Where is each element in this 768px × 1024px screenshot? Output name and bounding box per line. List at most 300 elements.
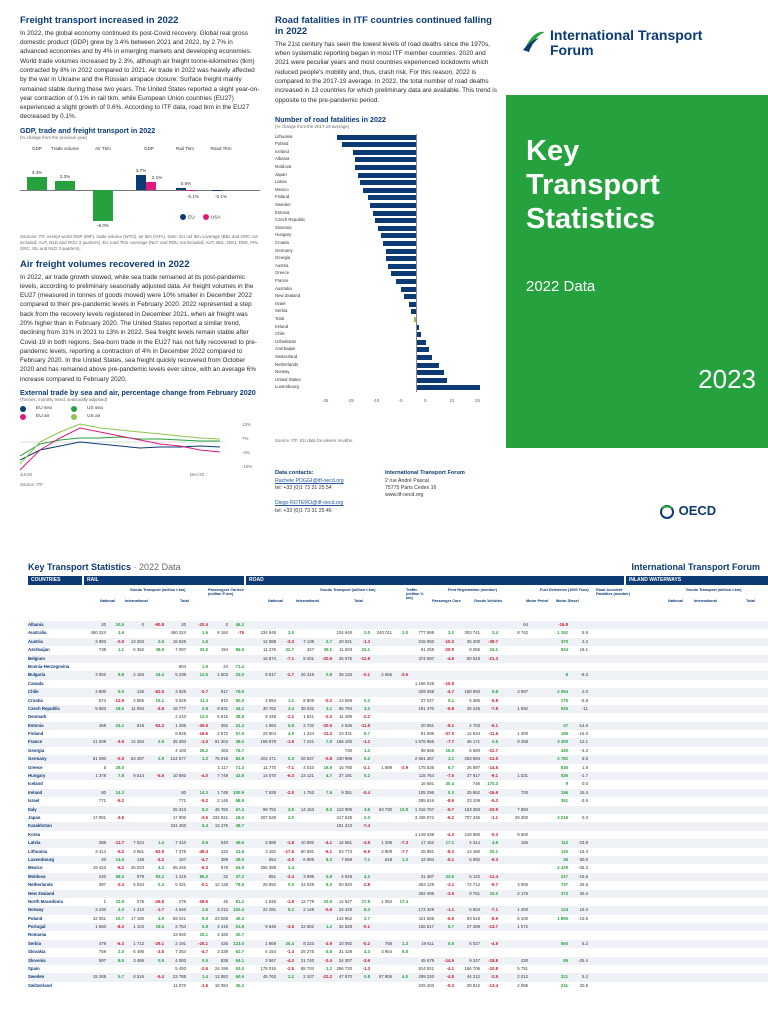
table-cell: 389 [220,856,228,862]
table-cell: 57.5 [235,731,244,737]
table-cell: 12 883 [214,974,228,980]
table-cell: 5 431 [175,882,186,888]
table-cell: 78.5 [235,882,244,888]
table-cell: -0.4 [362,789,370,795]
table-cell: -6.3 [286,773,294,779]
table-cell: -1.6 [200,982,208,988]
country-name: Hungary [28,773,46,779]
table-cell: -9.3 [490,856,498,862]
table-row [28,747,768,755]
table-cell: 68.9 [235,798,244,804]
table-cell: 2 754 [175,924,186,930]
table-cell: 23.1 [361,647,370,653]
table-cell: 9.8 [118,672,124,678]
table-cell: 2 094 [557,689,568,695]
table-cell: 6.7 [448,764,454,770]
ext-y-13: 13% [242,421,251,427]
fatality-bar [416,378,447,383]
table-cell: 5.9 [326,873,332,879]
table-cell: -49.4 [198,848,208,854]
table-cell: 386 [98,840,106,846]
sub-iww-international: International [694,599,717,603]
country-name: Japan [28,814,41,820]
table-cell: 618 [384,856,392,862]
ext-source: Source: ITF [20,481,43,487]
table-cell: 125 [136,689,144,695]
sub-road-total: Total [354,599,363,603]
table-row [28,915,768,923]
table-cell: -10.3 [444,638,454,644]
table-cell: 38.8 [235,714,244,720]
fatality-label: Lithuania [275,133,293,139]
table-cell: 2.2 [288,974,294,980]
table-cell: 16.4 [155,672,164,678]
table-cell: -0.3 [490,831,498,837]
table-cell: 7 628 [265,789,276,795]
table-cell: 124 577 [170,756,186,762]
table-cell: 2 732 [303,722,314,728]
table-cell: -2.0 [286,789,294,795]
table-cell: -7.3 [400,840,408,846]
table-cell: 51.8 [235,924,244,930]
table-cell: 2.7 [326,638,332,644]
table-cell: 0.3 [288,756,294,762]
table-cell: 3 925 [175,689,186,695]
table-cell: 14 153 [300,806,314,812]
table-cell: 4.3 [364,949,370,955]
table-row [28,697,768,705]
table-cell: 2.5 [158,638,164,644]
table-cell: 26.2 [199,747,208,753]
table-row [28,931,768,939]
fatality-bar [363,188,417,193]
table-cell: 35 032 [300,705,314,711]
table-cell: -2.8 [362,882,370,888]
table-cell: -6.1 [324,848,332,854]
table-cell: 12.0 [199,714,208,720]
band-rail: RAIL [84,576,244,585]
table-cell: 166 706 [464,966,480,972]
table-cell: -8.3 [446,848,454,854]
table-cell: 6 905 [303,856,314,862]
gdp-bar-us-rail [186,190,196,191]
table-cell: -23.8 [578,840,588,846]
table-cell: 8.0 [326,806,332,812]
table-cell: -1.0 [200,739,208,745]
country-name: France [28,739,43,745]
table-cell: 80 [101,789,106,795]
table-cell: 0 [141,622,144,627]
table-cell: -2.3 [324,714,332,720]
table-cell: 10.7 [115,915,124,921]
table-row [28,839,768,847]
table-cell: 189 [560,731,568,737]
table-cell: 5 604 [469,907,480,913]
table-cell: -6.2 [116,865,124,871]
table-cell: 217 628 [336,814,352,820]
table-cell: 4 703 [469,722,480,728]
table-cell: 3 897 [517,689,528,695]
country-name: Belgium [28,655,45,661]
ext-trade-chart [20,420,260,478]
table-cell: -5.2 [116,848,124,854]
table-cell: -0.2 [362,940,370,946]
table-cell: 30 762 [262,705,276,711]
gdp-bar-air [93,190,113,221]
fatality-zero-line [416,134,417,392]
table-cell: 24 307 [338,957,352,963]
table-cell: -0.1 [362,924,370,930]
table-cell: 1 984 [265,722,276,728]
table-cell: -18.4 [578,848,588,854]
ext-trade-title: External trade by sea and air, percentage change from February 2020 [20,387,256,397]
sub-passenger-cars: Passenger Cars [432,599,461,603]
table-row [28,789,768,797]
table-cell: 2 855 [133,697,144,703]
table-cell: 8.9 [202,915,208,921]
table-cell: 30.4 [445,781,454,787]
table-cell: 194 [220,647,228,653]
gdp-val-trade: 2.3% [59,174,71,180]
fatality-label: Greece [275,270,290,276]
legend-eu-air: EU air [20,414,65,420]
table-cell: 81.2 [235,898,244,904]
table-cell: 13.8 [399,806,408,812]
table-cell: -3.4 [116,882,124,888]
ext-x-start: Jul-20 [20,471,32,477]
table-cell: 12.1 [579,739,588,745]
table-cell: -29.1 [154,940,164,946]
table-cell: 4.9 [288,731,294,737]
table-cell: 38.7 [235,823,244,829]
table-cell: -39.5 [198,722,208,728]
table-cell: -10.9 [488,806,498,812]
table-cell: -0.5 [116,756,124,762]
table-cell: 2 085 [517,982,528,988]
table-cell: -5.2 [116,798,124,804]
band-countries: COUNTRIES [28,576,82,585]
table-cell: -3.6 [286,924,294,930]
fatality-bar [396,279,416,284]
gdp-val-world-gdp: 3.4% [31,170,43,176]
table-cell: 5.2 [582,974,588,980]
table-cell: 26.6 [579,882,588,888]
table-cell: 20 [101,856,106,862]
table-cell: -6.3 [116,940,124,946]
left-column [20,0,260,487]
table-cell: -14.5 [488,764,498,770]
table-cell: 8 184 [217,630,228,636]
table-cell: 234 648 [260,630,276,636]
table-cell: 23 331 [338,731,352,737]
contact-email-1[interactable]: Rachele POGGI@itf-oecd.org [275,477,344,484]
table-row [28,906,768,914]
table-cell: -8.3 [116,924,124,930]
itf-logo-icon [521,28,547,54]
contact-email-2[interactable]: Diego ROTERO@itf-oecd.org [275,500,344,507]
country-name: Australia [28,630,47,636]
table-cell: -26.3 [578,865,588,871]
table-cell: -90.8 [154,622,164,627]
table-cell: -8.9 [490,915,498,921]
country-name: Spain [28,966,40,972]
table-cell: 1 [103,898,106,904]
table-cell: 2 656 [381,672,392,678]
table-cell: 635 [560,764,568,770]
table-cell: 1 206 [381,840,392,846]
table-cell: 13 150 [466,848,480,854]
table-row [28,705,768,713]
table-cell: 62.7 [235,949,244,955]
table-row [28,873,768,881]
table-cell: 382 [220,722,228,728]
table-cell: -3.2 [446,882,454,888]
key-statistics-table [0,558,768,1024]
table-cell: 265 616 [418,798,434,804]
table-cell: -9.7 [490,882,498,888]
table-cell: 31.6 [235,848,244,854]
table-cell: 29 300 [514,814,528,820]
table-cell: 5 751 [517,966,528,972]
table-cell: 0.2 [364,697,370,703]
table-cell: -4.2 [580,747,588,753]
table-cell: 327 [306,647,314,653]
table-cell: 100.9 [233,789,244,795]
table-cell: 3.5 [288,806,294,812]
table-cell: 1.2 [364,747,370,753]
fatality-label: Ireland [275,323,289,329]
table-cell: 5 200 [517,915,528,921]
table-cell: 771 [178,798,186,804]
table-cell: 1 210 [133,907,144,913]
freight-section-body: In 2022, the global economy continued its post-Covid recovery. Global real gross domestic product (GDP) grew by 3.4% between 2021 and 2022, by 2.7% in advanced economies and by 4% in emerging markets and developing economies. World trade volumes increased by 2.3%, although air freight tonne-kilometres (tkm) contracted by 8% in 2022 compared to 2021. Air trade in 2022 was heavily affected by the war in Ukraine and the Russian airspace closure. Surface freight mainly remained stable during these two years. The United States reported a slight year-on-year contraction of 0.1% in rail tkm, while European Union countries (EU27) experienced a slight growth of 0.6%. According to ITF data, road tkm in the EU27 decreased by 0.1%. [20,29,260,121]
table-cell: 46 023 [130,865,144,871]
table-cell: 1 848 [265,898,276,904]
table-cell: -7.1 [286,655,294,661]
table-cell: -3.6 [200,814,208,820]
table-cell: 730 [344,747,352,753]
table-row [28,890,768,898]
table-cell: 31 387 [420,873,434,879]
table-cell: 35 133 [338,672,352,678]
table-cell: 98 685 [420,747,434,753]
table-cell: 33.0 [235,672,244,678]
fatality-bar [416,385,480,390]
table-cell: -6.2 [446,814,454,820]
table-cell: 20.1 [489,848,498,854]
table-cell: 79.5 [235,689,244,695]
table-row [28,713,768,721]
org-website[interactable]: www.itf-oecd.org [385,492,424,499]
table-cell: 2 012 [517,974,528,980]
table-cell: 120 [560,848,568,854]
table-cell: 8.0 [326,882,332,888]
fatalities-chart-title: Number of road fatalities in 2022 [275,114,387,124]
table-cell: 1.6 [202,630,208,636]
table-cell: 4.0 [118,907,124,913]
table-cell: -9.1 [446,722,454,728]
table-cell: 1.2 [326,966,332,972]
table-row [28,940,768,948]
table-cell: -12.7 [488,747,498,753]
table-cell: 22.7 [285,647,294,653]
country-name: Iceland [28,781,43,787]
ext-y-7: 7% [242,435,249,441]
table-cell: 597 [98,957,106,963]
table-cell: -37.0 [444,731,454,737]
fatality-bar [404,294,417,299]
table-cell: 4 636 [341,722,352,728]
country-name: Kazakhstan [28,823,52,829]
table-cell: 25 862 [466,789,480,795]
cover-title: Key Transport Statistics [526,135,660,235]
table-cell: 4 193 [175,747,186,753]
table-cell: 148 [136,856,144,862]
table-cell: 58.4 [115,873,124,879]
table-cell: -12.4 [488,873,498,879]
table-cell: 63 487 [130,756,144,762]
table-cell: 3 808 [381,848,392,854]
table-cell: 16 526 [172,638,186,644]
org-address-1: 2 rue André Pascal [385,477,429,484]
table-row [28,738,768,746]
table-cell: 2.4 [288,865,294,871]
table-cell: 8 845 [175,731,186,737]
table-cell: -4.7 [200,856,208,862]
fatality-label: Georgia [275,255,291,261]
country-name: Albania [28,622,44,627]
table-cell: 156 [560,789,568,795]
table-cell: 27 917 [466,773,480,779]
table-cell: 5.1 [448,697,454,703]
legend-us-air: US air [71,414,116,420]
table-cell: 3 052 [95,672,106,678]
table-cell: -3.8 [156,705,164,711]
table-cell: 33.5 [199,647,208,653]
table-cell: -62.5 [154,689,164,695]
table-cell: 2.5 [202,907,208,913]
table-cell: 9 751 [469,890,480,896]
country-name: Portugal [28,924,46,930]
fatality-x-tick: 25 [475,397,480,403]
table-cell: -4.1 [324,840,332,846]
table-cell: -22.2 [322,974,332,980]
table-cell: 5 386 [469,697,480,703]
table-cell: 1.8 [582,764,588,770]
table-cell: 266 720 [336,966,352,972]
table-cell: 241 [560,982,568,988]
table-cell: 2.0 [288,630,294,636]
table-row [28,856,768,864]
fatality-label: France [275,277,289,283]
country-name: Denmark [28,714,47,720]
table-cell: 8 056 [469,647,480,653]
table-cell: 12 779 [300,898,314,904]
country-name: Luxembourg [28,856,55,862]
table-body [28,621,768,990]
table-cell: 759 [98,949,106,955]
table-cell: 374 597 [418,655,434,661]
table-cell: 10 092 [338,940,352,946]
table-cell: 19 611 [421,940,434,946]
table-cell: 24.1 [115,722,124,728]
table-cell: 14 384 [130,739,144,745]
fatality-bar [368,195,416,200]
table-cell: 45 763 [262,974,276,980]
fatality-x-tick: 5 [424,397,427,403]
table-cell: 4.6 [364,806,370,812]
table-cell: -7.5 [446,773,454,779]
table-cell: 1 072 [517,924,528,930]
country-name: Estonia [28,722,44,728]
table-row [28,881,768,889]
table-cell: 144 962 [336,915,352,921]
table-cell: 1.1 [118,647,124,653]
table-cell: 25 200 [466,638,480,644]
table-cell: 4 848 [341,873,352,879]
table-cell: -5.1 [490,722,498,728]
table-cell: -6.8 [446,705,454,711]
band-road: ROAD [246,576,624,585]
table-row [28,973,768,981]
table-cell: 207 628 [260,814,276,820]
table-cell: -4.5 [490,940,498,946]
table-cell: 674 [98,697,106,703]
table-cell: -0.1 [362,672,370,678]
table-cell: 60.5 [235,974,244,980]
table-cell: 85.2 [199,873,208,879]
cover-green-block [506,95,768,448]
table-cell: 53.0 [235,966,244,972]
table-cell: -53.3 [154,722,164,728]
table-cell: -1.7 [156,907,164,913]
table-cell: 13 263 [130,638,144,644]
table-row [28,764,768,772]
country-name: Chile [28,689,39,695]
table-cell: 12.5 [199,672,208,678]
table-cell: -3.6 [400,672,408,678]
fatality-label: Serbia [275,308,288,314]
table-cell: -8.6 [446,798,454,804]
table-cell: 42 051 [92,915,106,921]
gdp-head-airtkm: Air Tkm [95,146,111,152]
country-name: Ireland [28,789,43,795]
table-cell: 14 627 [338,898,352,904]
country-name: Bulgaria [28,672,46,678]
table-cell: 21 740 [300,957,314,963]
table-cell: -12.8 [360,655,370,661]
table-cell: 3 216 [557,814,568,820]
table-cell: 430 [560,747,568,753]
table-cell: 15.0 [579,907,588,913]
legend-us-sea: US sea [71,406,116,412]
table-cell: 7.1 [364,856,370,862]
table-row [28,772,768,780]
table-cell: 19 423 [92,865,106,871]
table-cell: 29 804 [262,731,276,737]
table-cell: 17 900 [172,814,186,820]
table-cell: 7.5 [326,789,332,795]
table-cell: 835 [220,957,228,963]
head-rail-pass: Passengers Carried (million P-km) [208,588,244,596]
table-cell: 737 [560,882,568,888]
fatality-label: Chile [275,331,285,337]
table-cell: 3 954 [381,949,392,955]
table-cell: 707 345 [464,814,480,820]
table-cell: 18.1 [579,647,588,653]
table-cell: 352 129 [418,882,434,888]
fatality-label: United States [275,376,301,382]
